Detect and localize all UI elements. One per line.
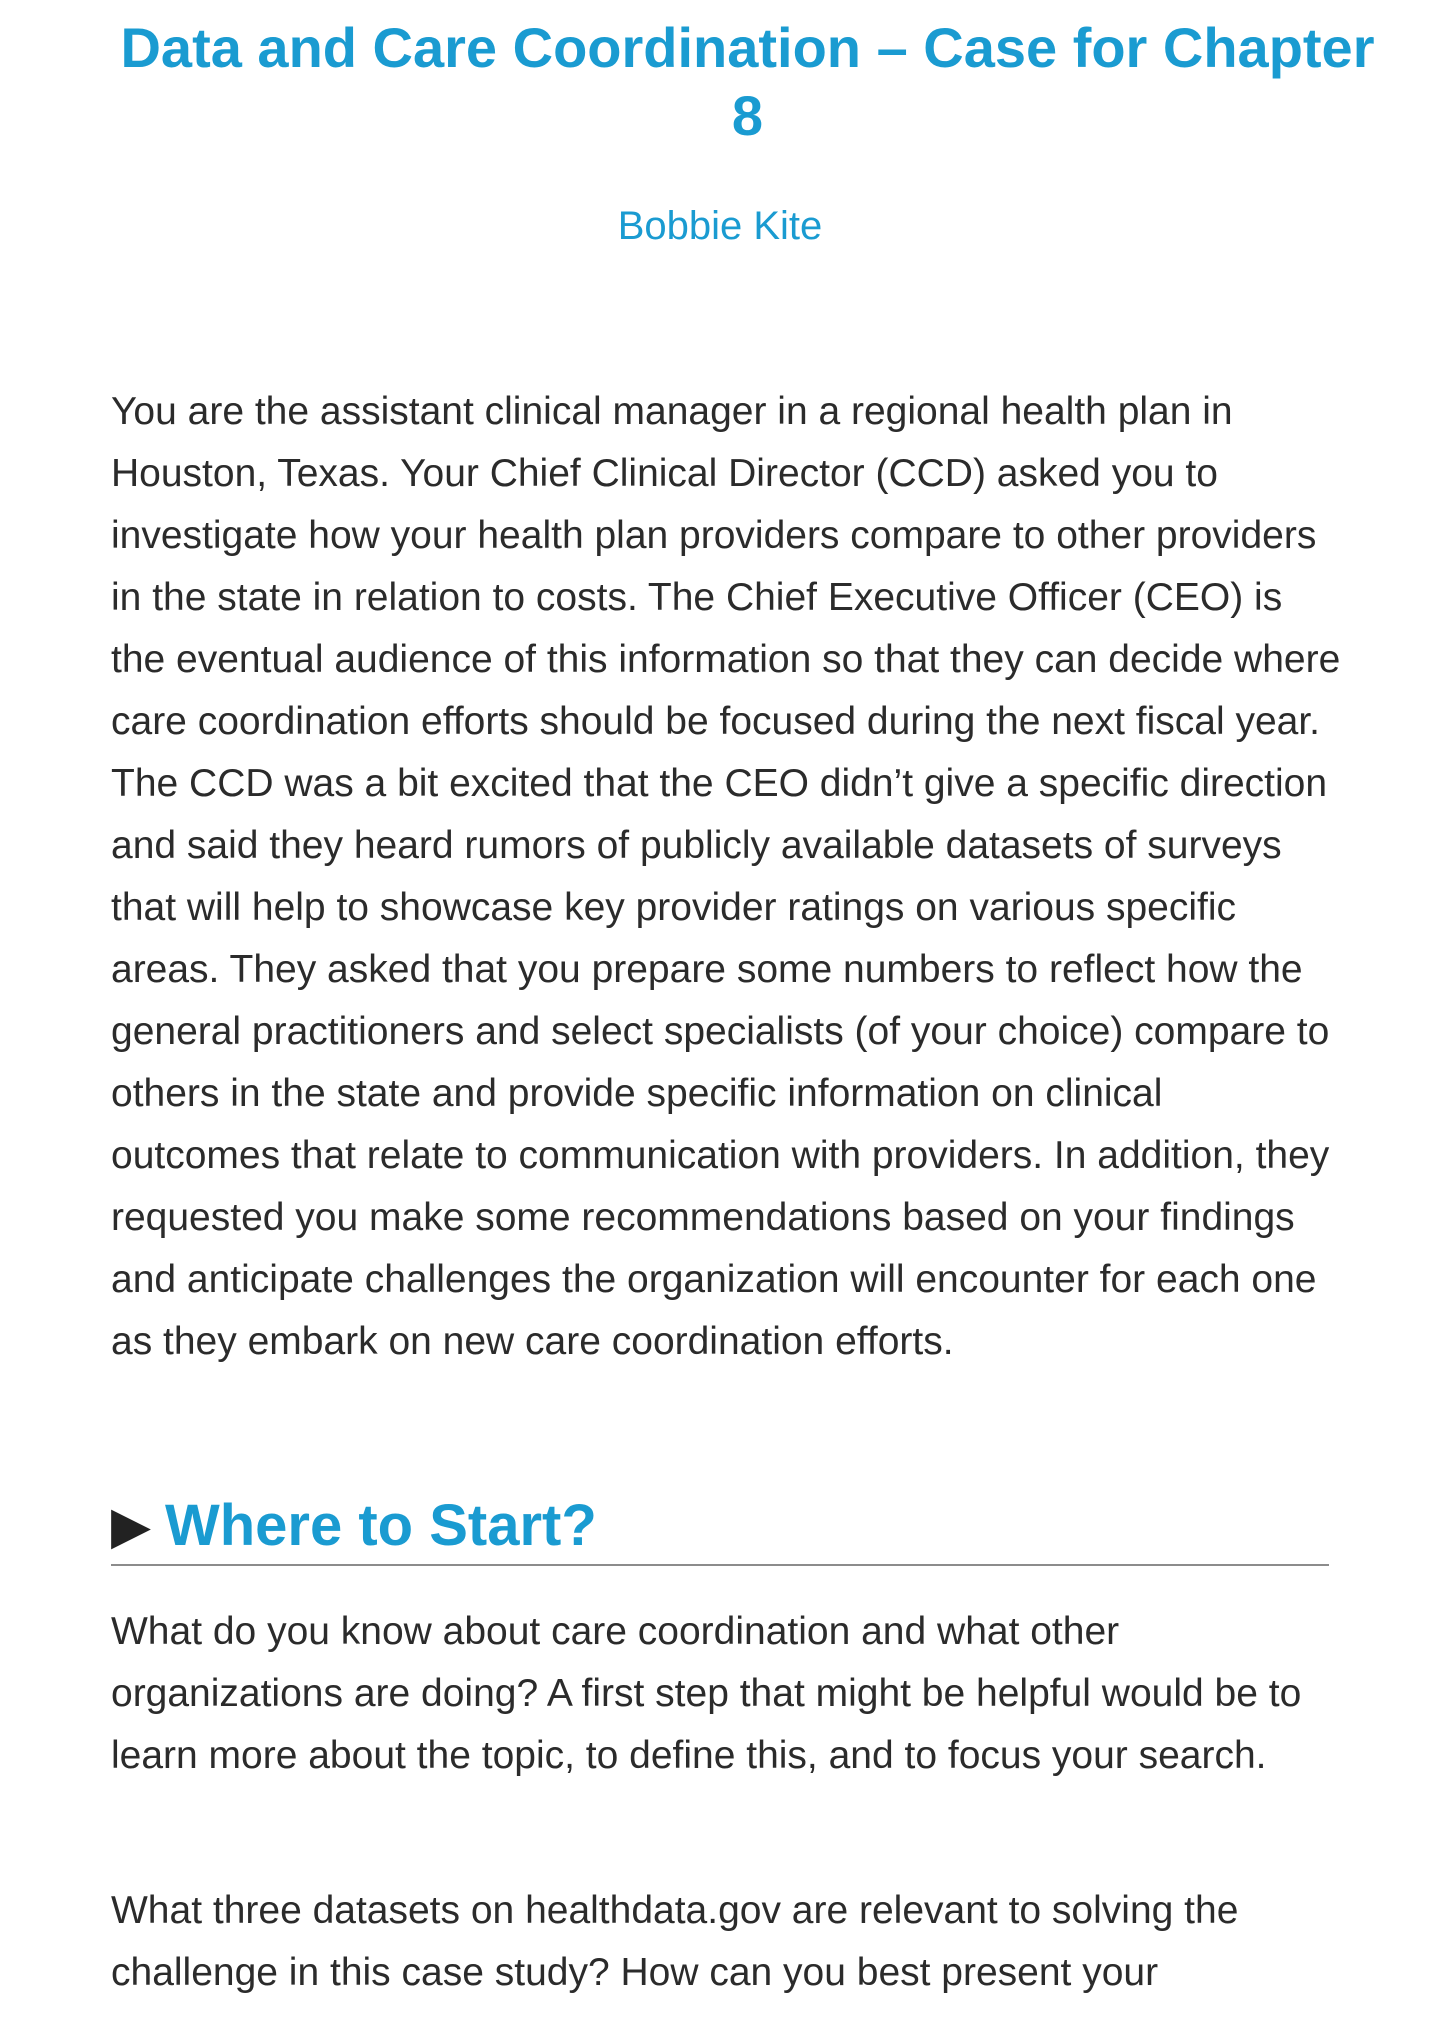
document-title: Data and Care Coordination – Case for Chapter 8 [120, 16, 1375, 147]
intro-paragraph: You are the assistant clinical manager in a regional health plan in Houston, Texas. Your Chief Clinical Director (CCD) asked you to investigate how your health plan providers compare to other providers in the state in relation to costs. The Chief Executive Officer (CEO) is the eventual audience of this information so that they can decide where care coordination efforts should be focused during the next fiscal year. The CCD was a bit excited that the CEO didn’t give a specific direction and said they heard rumors of publicly available datasets of surveys that will help to showcase key provider ratings on various specific areas. They asked that you prepare some numbers to reflect how the general practitioners and select specialists (of your choice) compare to others in the state and provide specific information on clinical outcomes that relate to communication with providers. In addition, they requested you make some recommendations based on your findings and anticipate challenges the organization will encounter for each one as they embark on new care coordination efforts. [111, 390, 1341, 1363]
section-heading-text: Where to Start? [165, 1493, 597, 1558]
section-heading-where-to-start [111, 1488, 1329, 1566]
section-paragraph-2: What three datasets on healthdata.gov are relevant to solving the challenge in this case study? How can you best present your [111, 1889, 1239, 1994]
section-paragraph-1: What do you know about care coordination and what other organizations are doing? A first step that might be helpful would be to learn more about the topic, to define this, and to focus your search. [111, 1610, 1302, 1777]
document-author: Bobbie Kite [617, 204, 823, 248]
triangle-right-icon: ▶ [111, 1497, 151, 1555]
